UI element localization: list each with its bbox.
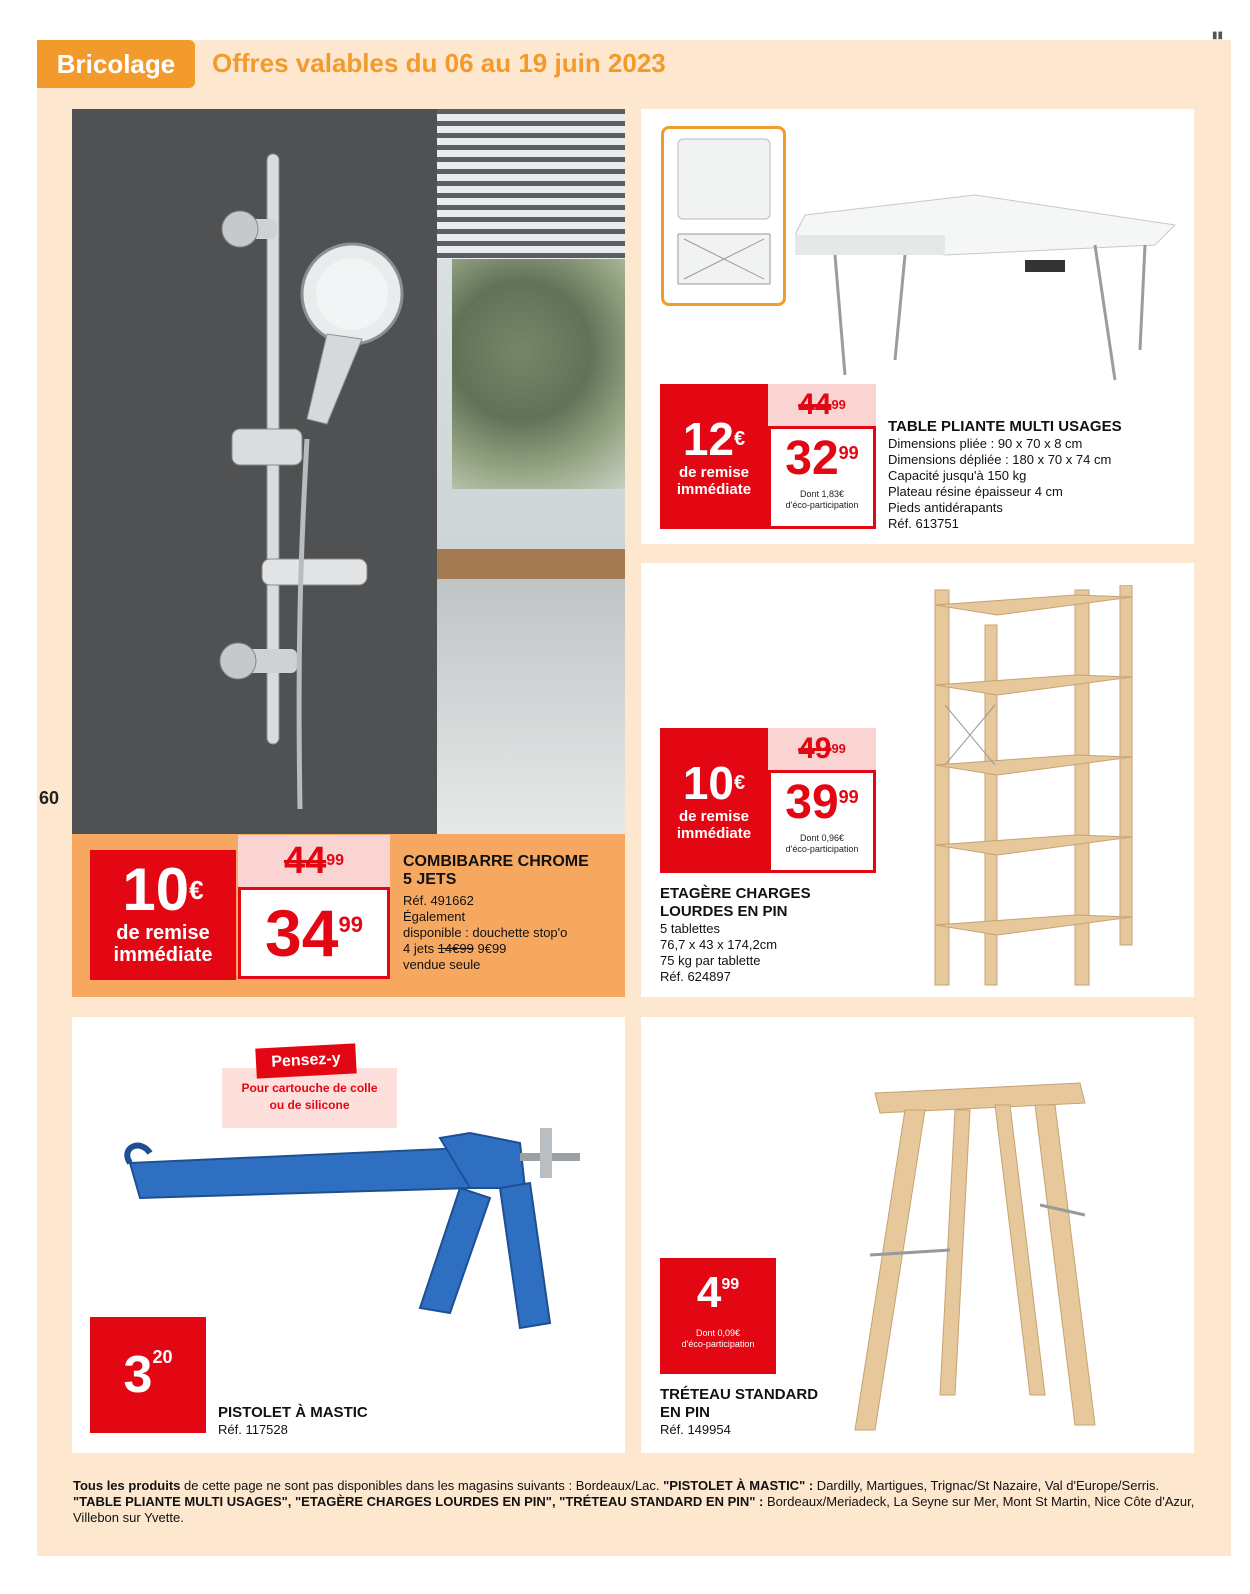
discount-value: 10 xyxy=(682,757,735,809)
eco-line1: Dont 0,09€ xyxy=(695,1328,741,1338)
footer-bold: "PISTOLET À MASTIC" : xyxy=(663,1478,814,1493)
old-price-int: 44 xyxy=(283,840,327,882)
discount-currency: € xyxy=(734,428,746,450)
shower-desc3-new: 9€99 xyxy=(477,941,507,956)
table-folded-thumbnail xyxy=(661,126,786,306)
table-desc-line: Plateau résine épaisseur 4 cm xyxy=(888,484,1063,499)
table-desc-line: Dimensions dépliée : 180 x 70 x 74 cm xyxy=(888,452,1112,467)
table-desc-line: Pieds antidérapants xyxy=(888,500,1003,515)
shower-bar-illustration xyxy=(72,109,625,834)
table-desc xyxy=(888,436,1111,532)
footer-bold: Tous les produits xyxy=(73,1478,181,1493)
corner-mark: ▮▮ xyxy=(1212,30,1224,41)
trestle-price-badge xyxy=(660,1258,776,1374)
table-desc-line: Capacité jusqu'à 150 kg xyxy=(888,468,1027,483)
pensez-badge: Pensez-y xyxy=(255,1043,356,1078)
category-tag: Bricolage xyxy=(37,40,195,88)
discount-label-2: immédiate xyxy=(676,825,752,842)
discount-value: 12 xyxy=(682,413,735,465)
discount-label-1: de remise xyxy=(116,922,210,944)
shelf-ref: Réf. 624897 xyxy=(660,969,731,984)
discount-label-2: immédiate xyxy=(676,481,752,498)
price-int: 39 xyxy=(785,776,839,829)
offer-validity: Offres valables du 06 au 19 juin 2023 xyxy=(212,48,666,78)
old-price-dec: 99 xyxy=(326,852,345,869)
shower-desc3 xyxy=(403,941,567,957)
eco-line2: d'éco-participation xyxy=(785,844,859,854)
eco-line1: Dont 1,83€ xyxy=(799,489,845,499)
price-int: 32 xyxy=(785,432,839,485)
footer-text: Bordeaux/Meriadeck, La Seyne sur Mer, Mont St Martin, Nice Côte d'Azur, xyxy=(763,1494,1195,1509)
shower-old-price xyxy=(238,835,390,887)
footer-line3: Villebon sur Yvette. xyxy=(73,1510,184,1525)
footer-text: Dardilly, Martigues, Trignac/St Nazaire, Val d'Europe/Serris. xyxy=(813,1478,1160,1493)
shower-title xyxy=(403,853,589,889)
trestle-title-line2: EN PIN xyxy=(660,1404,711,1421)
shelf-title-line1: ETAGÈRE CHARGES xyxy=(660,885,811,902)
footer-line1 xyxy=(73,1478,1223,1494)
note-line2: ou de silicone xyxy=(269,1098,350,1112)
table-price xyxy=(768,426,876,529)
shower-discount-badge xyxy=(90,850,236,980)
shower-desc4: vendue seule xyxy=(403,957,481,972)
price-int: 4 xyxy=(696,1268,722,1317)
shelf-discount-badge xyxy=(660,728,768,873)
pine-shelf-illustration xyxy=(925,585,1140,990)
table-desc-line: Dimensions pliée : 90 x 70 x 8 cm xyxy=(888,436,1083,451)
eco-line1: Dont 0,96€ xyxy=(799,833,845,843)
shower-desc3-old: 14€99 xyxy=(437,941,474,956)
shelf-title-line2: LOURDES EN PIN xyxy=(660,903,788,920)
shower-title-line1: COMBIBARRE CHROME xyxy=(403,853,589,870)
shower-photo xyxy=(72,109,625,834)
shelf-desc-line: 76,7 x 43 x 174,2cm xyxy=(660,937,778,952)
shelf-desc-line: 75 kg par tablette xyxy=(660,953,761,968)
price-dec: 99 xyxy=(838,443,859,463)
price-int: 34 xyxy=(265,896,339,970)
shelf-price xyxy=(768,770,876,873)
shower-ref: Réf. 491662 xyxy=(403,893,474,908)
discount-currency: € xyxy=(734,772,746,794)
table-discount-badge xyxy=(660,384,768,529)
discount-label-2: immédiate xyxy=(113,944,213,966)
price-dec: 99 xyxy=(838,787,859,807)
old-price-int: 44 xyxy=(798,388,832,421)
old-price-int: 49 xyxy=(798,732,832,765)
shower-desc1: Également xyxy=(403,909,466,924)
shelf-desc-line: 5 tablettes xyxy=(660,921,720,936)
price-dec: 20 xyxy=(152,1347,173,1367)
availability-footer xyxy=(73,1478,1223,1526)
old-price-dec: 99 xyxy=(831,397,846,412)
gun-ref: Réf. 117528 xyxy=(218,1422,288,1437)
eco-line2: d'éco-participation xyxy=(785,500,859,510)
folding-table-illustration xyxy=(795,190,1180,390)
footer-bold: "TABLE PLIANTE MULTI USAGES", "ETAGÈRE CHARGES LOURDES EN PIN", "TRÉTEAU STANDARD EN PIN" : xyxy=(73,1494,764,1509)
table-old-price xyxy=(768,384,876,426)
pensez-note xyxy=(222,1068,397,1128)
shower-price xyxy=(238,887,390,979)
discount-label-1: de remise xyxy=(678,808,750,825)
shelf-old-price xyxy=(768,728,876,770)
old-price-dec: 99 xyxy=(831,741,846,756)
trestle-ref: Réf. 149954 xyxy=(660,1422,731,1437)
note-line1: Pour cartouche de colle xyxy=(241,1081,378,1095)
gun-title: PISTOLET À MASTIC xyxy=(218,1404,368,1421)
shower-title-line2: 5 JETS xyxy=(403,871,457,888)
shower-desc2: disponible : douchette stop'o xyxy=(403,925,568,940)
table-title: TABLE PLIANTE MULTI USAGES xyxy=(888,418,1122,435)
shower-desc xyxy=(403,893,567,973)
trestle-title-line1: TRÉTEAU STANDARD xyxy=(660,1386,819,1403)
price-dec: 99 xyxy=(338,912,363,937)
shower-desc3-prefix: 4 jets xyxy=(403,941,435,956)
discount-currency: € xyxy=(189,875,204,905)
footer-line2 xyxy=(73,1494,1223,1510)
page-number: 60 xyxy=(39,788,60,808)
table-ref: Réf. 613751 xyxy=(888,516,959,531)
discount-value: 10 xyxy=(122,856,190,923)
eco-line2: d'éco-participation xyxy=(681,1339,755,1349)
trestle-title xyxy=(660,1386,818,1422)
price-dec: 99 xyxy=(721,1276,740,1293)
footer-text: de cette page ne sont pas disponibles dans les magasins suivants : Bordeaux/Lac. xyxy=(180,1478,664,1493)
price-int: 3 xyxy=(123,1346,153,1404)
discount-label-1: de remise xyxy=(678,464,750,481)
trestle-illustration xyxy=(845,1065,1105,1435)
gun-price-badge xyxy=(90,1317,206,1433)
shelf-desc xyxy=(660,921,777,985)
shelf-title xyxy=(660,885,811,921)
folded-table-icon xyxy=(664,129,783,303)
